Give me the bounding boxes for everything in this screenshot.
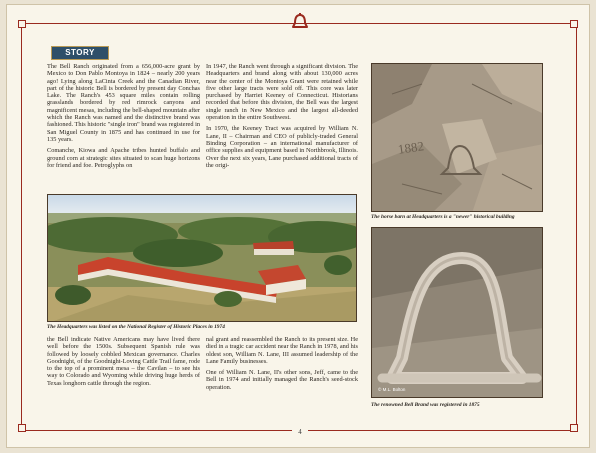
- paragraph: In 1947, the Ranch went through a significant division. The Headquarters and brand along with about 130,000 acres near the center of the Montoya Grant were retained while five other large tracts were sold off. This core was later purchased by Harriet Keeney of Connecticut. Historians recorded that before this division, the Bell was the largest single ranch in New Mexico and the largest all-deeded operation in the entire Southwest.: [206, 63, 358, 122]
- carved-date-text: 1882: [397, 138, 425, 157]
- frame-corner-ornament: [570, 424, 578, 432]
- story-column-2-top: [206, 63, 358, 173]
- frame-corner-ornament: [18, 20, 26, 28]
- story-column-2-bottom: [206, 336, 358, 395]
- frame-corner-ornament: [570, 20, 578, 28]
- photo-credit: © M.L. Bolton: [378, 387, 406, 392]
- headquarters-caption: The Headquarters was listed on the National Register of Historic Places in 1974: [47, 324, 225, 330]
- frame-corner-ornament: [18, 424, 26, 432]
- branding-iron-drawing: [372, 228, 543, 398]
- paragraph: One of William N. Lane, II's other sons, Jeff, came to the Bell in 1974 and initially managed the Ranch's seed-stock operation.: [206, 369, 358, 391]
- bell-brand-caption: The renowned Bell Brand was registered in 1875: [371, 402, 480, 408]
- story-column-1-bottom: [47, 336, 200, 391]
- paragraph: Comanche, Kiowa and Apache tribes hunted buffalo and ground corn at strategic sites situated to scan huge horizons for friend and foe. Petroglyphs on: [47, 147, 200, 169]
- paragraph: In 1970, the Keeney Tract was acquired by William N. Lane, II – Chairman and CEO of publicly-traded General Binding Corporation – an international manufacturer of office supplies and equipment based in Northbrook, Illinois. Over the next six years, Lane purchased additional tracts of the origi-: [206, 125, 358, 169]
- horse-barn-caption: The horse barn at Headquarters is a "newer" historical building: [371, 214, 515, 220]
- paragraph: the Bell indicate Native Americans may have lived there well before the 1500s. Subsequent Spanish rule was followed by loosely cobbled Mexican governance. Charles Goodnight, of the Goodnight-Loving Cattle Trail fame, rode to the top of a prominent mesa – the Cavilan – to see his way to Colorado and Wyoming while driving huge herds of Texas longhorn cattle through the region.: [47, 336, 200, 387]
- paragraph: nal grant and reassembled the Ranch to its present size. He died in a tragic car accident near the Ranch in 1978, and his oldest son, William N. Lane, III assumed leadership of the Lane Family businesses.: [206, 336, 358, 365]
- headquarters-aerial-photo: [47, 194, 357, 322]
- story-section-tab: [51, 46, 109, 60]
- paragraph: The Bell Ranch originated from a 656,000-acre grant by Mexico to Don Pablo Montoya in 1824 – nearly 200 years ago! Lying along LaCinta Creek and the Canadian River, part of the historic Bell is bordered by present day Conchas Lake. The Ranch's 453 square miles contain rolling grasslands bordered by red rimrock canyons and magnificent mesas, including the bell-shaped mountain after which the Ranch was named and the distinctive brand was fashioned. This historic "single iron" brand was registered in San Miguel County in 1875 and has continued in use for 135 years.: [47, 63, 200, 143]
- bell-brand-photo: [371, 227, 543, 398]
- headquarters-photo-drawing: [48, 195, 357, 322]
- page-number: 4: [292, 428, 308, 436]
- horse-barn-stone-photo: [371, 63, 543, 212]
- story-column-1-top: [47, 63, 200, 173]
- stone-carving-drawing: [372, 64, 543, 212]
- story-tab-label: STORY: [65, 48, 95, 57]
- magazine-page: [6, 4, 590, 448]
